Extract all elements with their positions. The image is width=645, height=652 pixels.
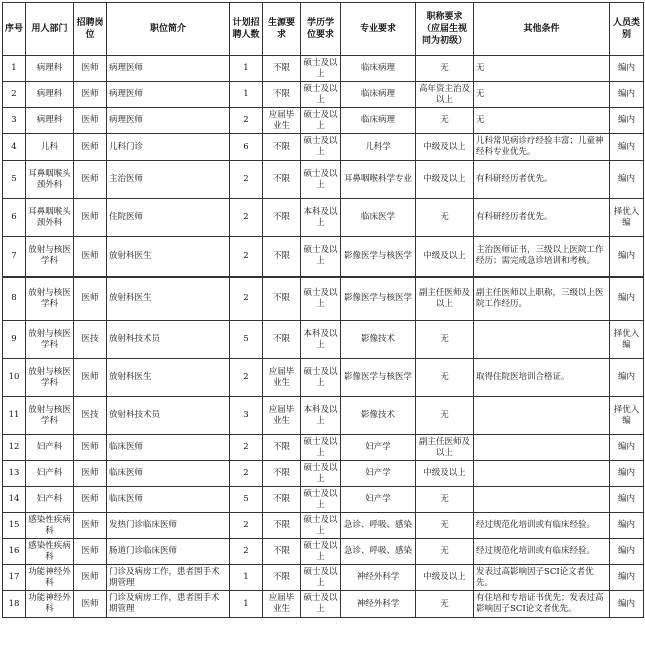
recruitment-table-container [2,2,643,618]
cell-title-requirement: 无 [416,56,474,82]
cell-title-requirement: 中级及以上 [416,565,474,591]
cell-department: 放射与核医学科 [26,397,74,435]
cell-education: 硕士及以上 [301,161,341,199]
cell-job-description: 临床医师 [107,487,230,513]
cell-position: 医师 [74,161,107,199]
cell-index: 13 [3,461,26,487]
cell-education: 硕士及以上 [301,487,341,513]
cell-source: 不限 [263,513,301,539]
cell-education: 硕士及以上 [301,461,341,487]
cell-job-description: 病理医师 [107,56,230,82]
cell-position: 医师 [74,359,107,397]
cell-planned-count: 2 [230,161,263,199]
cell-department: 妇产科 [26,487,74,513]
cell-job-description: 病理医师 [107,108,230,134]
cell-staff-category: 编内 [610,161,644,199]
cell-other-conditions: 取得住院医培训合格证。 [474,359,610,397]
cell-source: 不限 [263,487,301,513]
cell-major: 耳鼻咽喉科学专业 [341,161,416,199]
cell-planned-count: 2 [230,237,263,277]
cell-department: 耳鼻咽喉头颈外科 [26,161,74,199]
cell-title-requirement: 无 [416,397,474,435]
cell-education: 硕士及以上 [301,134,341,161]
cell-department: 功能神经外科 [26,591,74,618]
cell-other-conditions [474,461,610,487]
cell-index: 1 [3,56,26,82]
cell-planned-count: 2 [230,359,263,397]
cell-index: 9 [3,321,26,359]
cell-department: 感染性疾病科 [26,513,74,539]
cell-job-description: 儿科门诊 [107,134,230,161]
table-row [3,82,644,108]
cell-major: 妇产学 [341,435,416,461]
cell-position: 医师 [74,277,107,321]
cell-major: 急诊、呼吸、感染 [341,513,416,539]
cell-source: 不限 [263,82,301,108]
cell-major: 妇产学 [341,461,416,487]
table-row [3,487,644,513]
cell-job-description: 临床医师 [107,435,230,461]
cell-planned-count: 1 [230,591,263,618]
header-row [3,3,644,56]
cell-education: 本科及以上 [301,199,341,237]
cell-index: 15 [3,513,26,539]
cell-education: 硕士及以上 [301,435,341,461]
recruitment-table [2,2,644,618]
cell-major: 临床病理 [341,108,416,134]
cell-position: 医师 [74,591,107,618]
cell-department: 耳鼻咽喉头颈外科 [26,199,74,237]
cell-position: 医师 [74,237,107,277]
cell-planned-count: 2 [230,277,263,321]
cell-education: 硕士及以上 [301,56,341,82]
cell-staff-category: 编内 [610,539,644,565]
table-row [3,397,644,435]
cell-source: 不限 [263,321,301,359]
cell-department: 功能神经外科 [26,565,74,591]
cell-other-conditions: 主治医师证书，三级以上医院工作经历；需完成急诊培训和考核。 [474,237,610,277]
cell-job-description: 放射科医生 [107,277,230,321]
cell-planned-count: 3 [230,397,263,435]
cell-other-conditions: 无 [474,82,610,108]
cell-source: 应届毕业生 [263,108,301,134]
table-row [3,591,644,618]
cell-title-requirement: 副主任医师及以上 [416,435,474,461]
cell-position: 医技 [74,397,107,435]
cell-education: 硕士及以上 [301,108,341,134]
table-row [3,161,644,199]
cell-title-requirement: 副主任医师及以上 [416,277,474,321]
cell-job-description: 住院医师 [107,199,230,237]
cell-index: 16 [3,539,26,565]
cell-staff-category: 编内 [610,359,644,397]
cell-title-requirement: 无 [416,487,474,513]
cell-title-requirement: 无 [416,108,474,134]
cell-major: 妇产学 [341,487,416,513]
table-row [3,321,644,359]
cell-other-conditions [474,487,610,513]
cell-education: 硕士及以上 [301,539,341,565]
cell-source: 不限 [263,277,301,321]
cell-source: 不限 [263,161,301,199]
cell-planned-count: 5 [230,321,263,359]
cell-staff-category: 编内 [610,435,644,461]
cell-index: 12 [3,435,26,461]
cell-major: 神经外科学 [341,591,416,618]
header-col-index: 序号 [3,3,26,56]
cell-other-conditions: 无 [474,108,610,134]
cell-source: 不限 [263,134,301,161]
cell-title-requirement: 高年资主治及以上 [416,82,474,108]
cell-department: 感染性疾病科 [26,539,74,565]
cell-index: 10 [3,359,26,397]
cell-source: 不限 [263,565,301,591]
cell-source: 不限 [263,461,301,487]
cell-major: 临床病理 [341,82,416,108]
cell-position: 医师 [74,513,107,539]
cell-position: 医师 [74,134,107,161]
cell-job-description: 放射科医生 [107,237,230,277]
cell-education: 硕士及以上 [301,237,341,277]
cell-staff-category: 编内 [610,461,644,487]
cell-other-conditions [474,397,610,435]
cell-planned-count: 1 [230,56,263,82]
table-row [3,435,644,461]
table-row [3,108,644,134]
cell-index: 2 [3,82,26,108]
cell-position: 医师 [74,565,107,591]
cell-index: 17 [3,565,26,591]
cell-other-conditions: 有科研经历者优先。 [474,161,610,199]
cell-index: 8 [3,277,26,321]
cell-title-requirement: 无 [416,513,474,539]
cell-planned-count: 2 [230,513,263,539]
table-row [3,461,644,487]
cell-title-requirement: 中级及以上 [416,237,474,277]
cell-planned-count: 2 [230,539,263,565]
table-row [3,134,644,161]
cell-position: 医师 [74,108,107,134]
header-col-planned-count: 计划招聘人数 [230,3,263,56]
cell-department: 放射与核医学科 [26,237,74,277]
cell-source: 不限 [263,237,301,277]
cell-title-requirement: 无 [416,199,474,237]
cell-other-conditions: 经过规范化培训或有临床经验。 [474,513,610,539]
cell-position: 医师 [74,461,107,487]
cell-job-description: 肠道门诊临床医师 [107,539,230,565]
cell-department: 儿科 [26,134,74,161]
cell-staff-category: 择优入编 [610,321,644,359]
cell-planned-count: 2 [230,199,263,237]
cell-department: 放射与核医学科 [26,277,74,321]
cell-major: 神经外科学 [341,565,416,591]
cell-education: 硕士及以上 [301,591,341,618]
table-row [3,359,644,397]
header-col-staff-category: 人员类别 [610,3,644,56]
table-row [3,277,644,321]
cell-department: 病理科 [26,108,74,134]
cell-other-conditions: 副主任医师以上职称，三级以上医院工作经历。 [474,277,610,321]
cell-job-description: 放射科技术员 [107,397,230,435]
table-row [3,199,644,237]
cell-job-description: 门诊及病房工作，患者围手术期管理 [107,591,230,618]
cell-staff-category: 编内 [610,56,644,82]
cell-index: 14 [3,487,26,513]
cell-source: 不限 [263,435,301,461]
cell-planned-count: 2 [230,461,263,487]
cell-education: 硕士及以上 [301,359,341,397]
cell-education: 硕士及以上 [301,513,341,539]
cell-job-description: 主治医师 [107,161,230,199]
cell-staff-category: 编内 [610,513,644,539]
cell-other-conditions: 有科研经历者优先。 [474,199,610,237]
cell-position: 医师 [74,82,107,108]
cell-staff-category: 编内 [610,134,644,161]
cell-major: 急诊、呼吸、感染 [341,539,416,565]
cell-job-description: 放射科医生 [107,359,230,397]
cell-job-description: 病理医师 [107,82,230,108]
cell-index: 4 [3,134,26,161]
cell-position: 医技 [74,321,107,359]
cell-other-conditions: 发表过高影响因子SCI论文者优先。 [474,565,610,591]
cell-other-conditions: 儿科常见病诊疗经验丰富；儿童神经科专业优先。 [474,134,610,161]
cell-education: 硕士及以上 [301,82,341,108]
header-col-department: 用人部门 [26,3,74,56]
cell-index: 6 [3,199,26,237]
header-col-source: 生源要求 [263,3,301,56]
header-col-education: 学历学位要求 [301,3,341,56]
cell-source: 不限 [263,56,301,82]
cell-title-requirement: 无 [416,359,474,397]
cell-education: 本科及以上 [301,321,341,359]
cell-planned-count: 1 [230,82,263,108]
cell-position: 医师 [74,56,107,82]
cell-other-conditions: 无 [474,56,610,82]
cell-major: 影像技术 [341,321,416,359]
cell-planned-count: 2 [230,435,263,461]
cell-department: 病理科 [26,56,74,82]
cell-education: 硕士及以上 [301,277,341,321]
cell-major: 影像技术 [341,397,416,435]
cell-planned-count: 6 [230,134,263,161]
cell-job-description: 放射科技术员 [107,321,230,359]
cell-title-requirement: 无 [416,591,474,618]
cell-major: 儿科学 [341,134,416,161]
cell-position: 医师 [74,487,107,513]
table-body [3,56,644,618]
cell-title-requirement: 无 [416,539,474,565]
cell-title-requirement: 中级及以上 [416,134,474,161]
cell-title-requirement: 中级及以上 [416,461,474,487]
cell-index: 18 [3,591,26,618]
cell-major: 影像医学与核医学 [341,237,416,277]
cell-staff-category: 择优入编 [610,397,644,435]
cell-job-description: 发热门诊临床医师 [107,513,230,539]
cell-planned-count: 2 [230,108,263,134]
cell-source: 不限 [263,539,301,565]
header-col-other-conditions: 其他条件 [474,3,610,56]
cell-department: 放射与核医学科 [26,321,74,359]
cell-major: 临床医学 [341,199,416,237]
table-row [3,56,644,82]
cell-position: 医师 [74,539,107,565]
cell-department: 病理科 [26,82,74,108]
cell-index: 7 [3,237,26,277]
cell-staff-category: 编内 [610,108,644,134]
cell-job-description: 门诊及病房工作，患者围手术期管理 [107,565,230,591]
cell-source: 应届毕业生 [263,591,301,618]
cell-other-conditions [474,321,610,359]
cell-position: 医师 [74,199,107,237]
cell-title-requirement: 无 [416,321,474,359]
cell-staff-category: 编内 [610,237,644,277]
cell-department: 妇产科 [26,461,74,487]
cell-source: 应届毕业生 [263,397,301,435]
cell-staff-category: 编内 [610,565,644,591]
cell-department: 放射与核医学科 [26,359,74,397]
header-col-title-requirement: 职称要求（应届生视同为初级） [416,3,474,56]
table-row [3,237,644,277]
cell-staff-category: 编内 [610,277,644,321]
cell-staff-category: 编内 [610,487,644,513]
header-col-job-description: 职位简介 [107,3,230,56]
cell-major: 影像医学与核医学 [341,277,416,321]
table-row [3,513,644,539]
cell-planned-count: 1 [230,565,263,591]
cell-major: 临床病理 [341,56,416,82]
cell-education: 硕士及以上 [301,565,341,591]
cell-planned-count: 5 [230,487,263,513]
cell-education: 本科及以上 [301,397,341,435]
cell-source: 不限 [263,199,301,237]
cell-other-conditions [474,435,610,461]
cell-other-conditions: 有住培和专培证书优先；发表过高影响因子SCI论文者优先。 [474,591,610,618]
cell-department: 妇产科 [26,435,74,461]
cell-title-requirement: 中级及以上 [416,161,474,199]
table-row [3,565,644,591]
table-row [3,539,644,565]
cell-index: 5 [3,161,26,199]
cell-staff-category: 择优入编 [610,199,644,237]
header-col-major: 专业要求 [341,3,416,56]
cell-other-conditions: 经过规范化培训或有临床经验。 [474,539,610,565]
cell-index: 3 [3,108,26,134]
cell-major: 影像医学与核医学 [341,359,416,397]
header-col-position: 招聘岗位 [74,3,107,56]
cell-staff-category: 编内 [610,82,644,108]
cell-staff-category: 编内 [610,591,644,618]
cell-job-description: 临床医师 [107,461,230,487]
cell-index: 11 [3,397,26,435]
cell-position: 医师 [74,435,107,461]
cell-source: 应届毕业生 [263,359,301,397]
